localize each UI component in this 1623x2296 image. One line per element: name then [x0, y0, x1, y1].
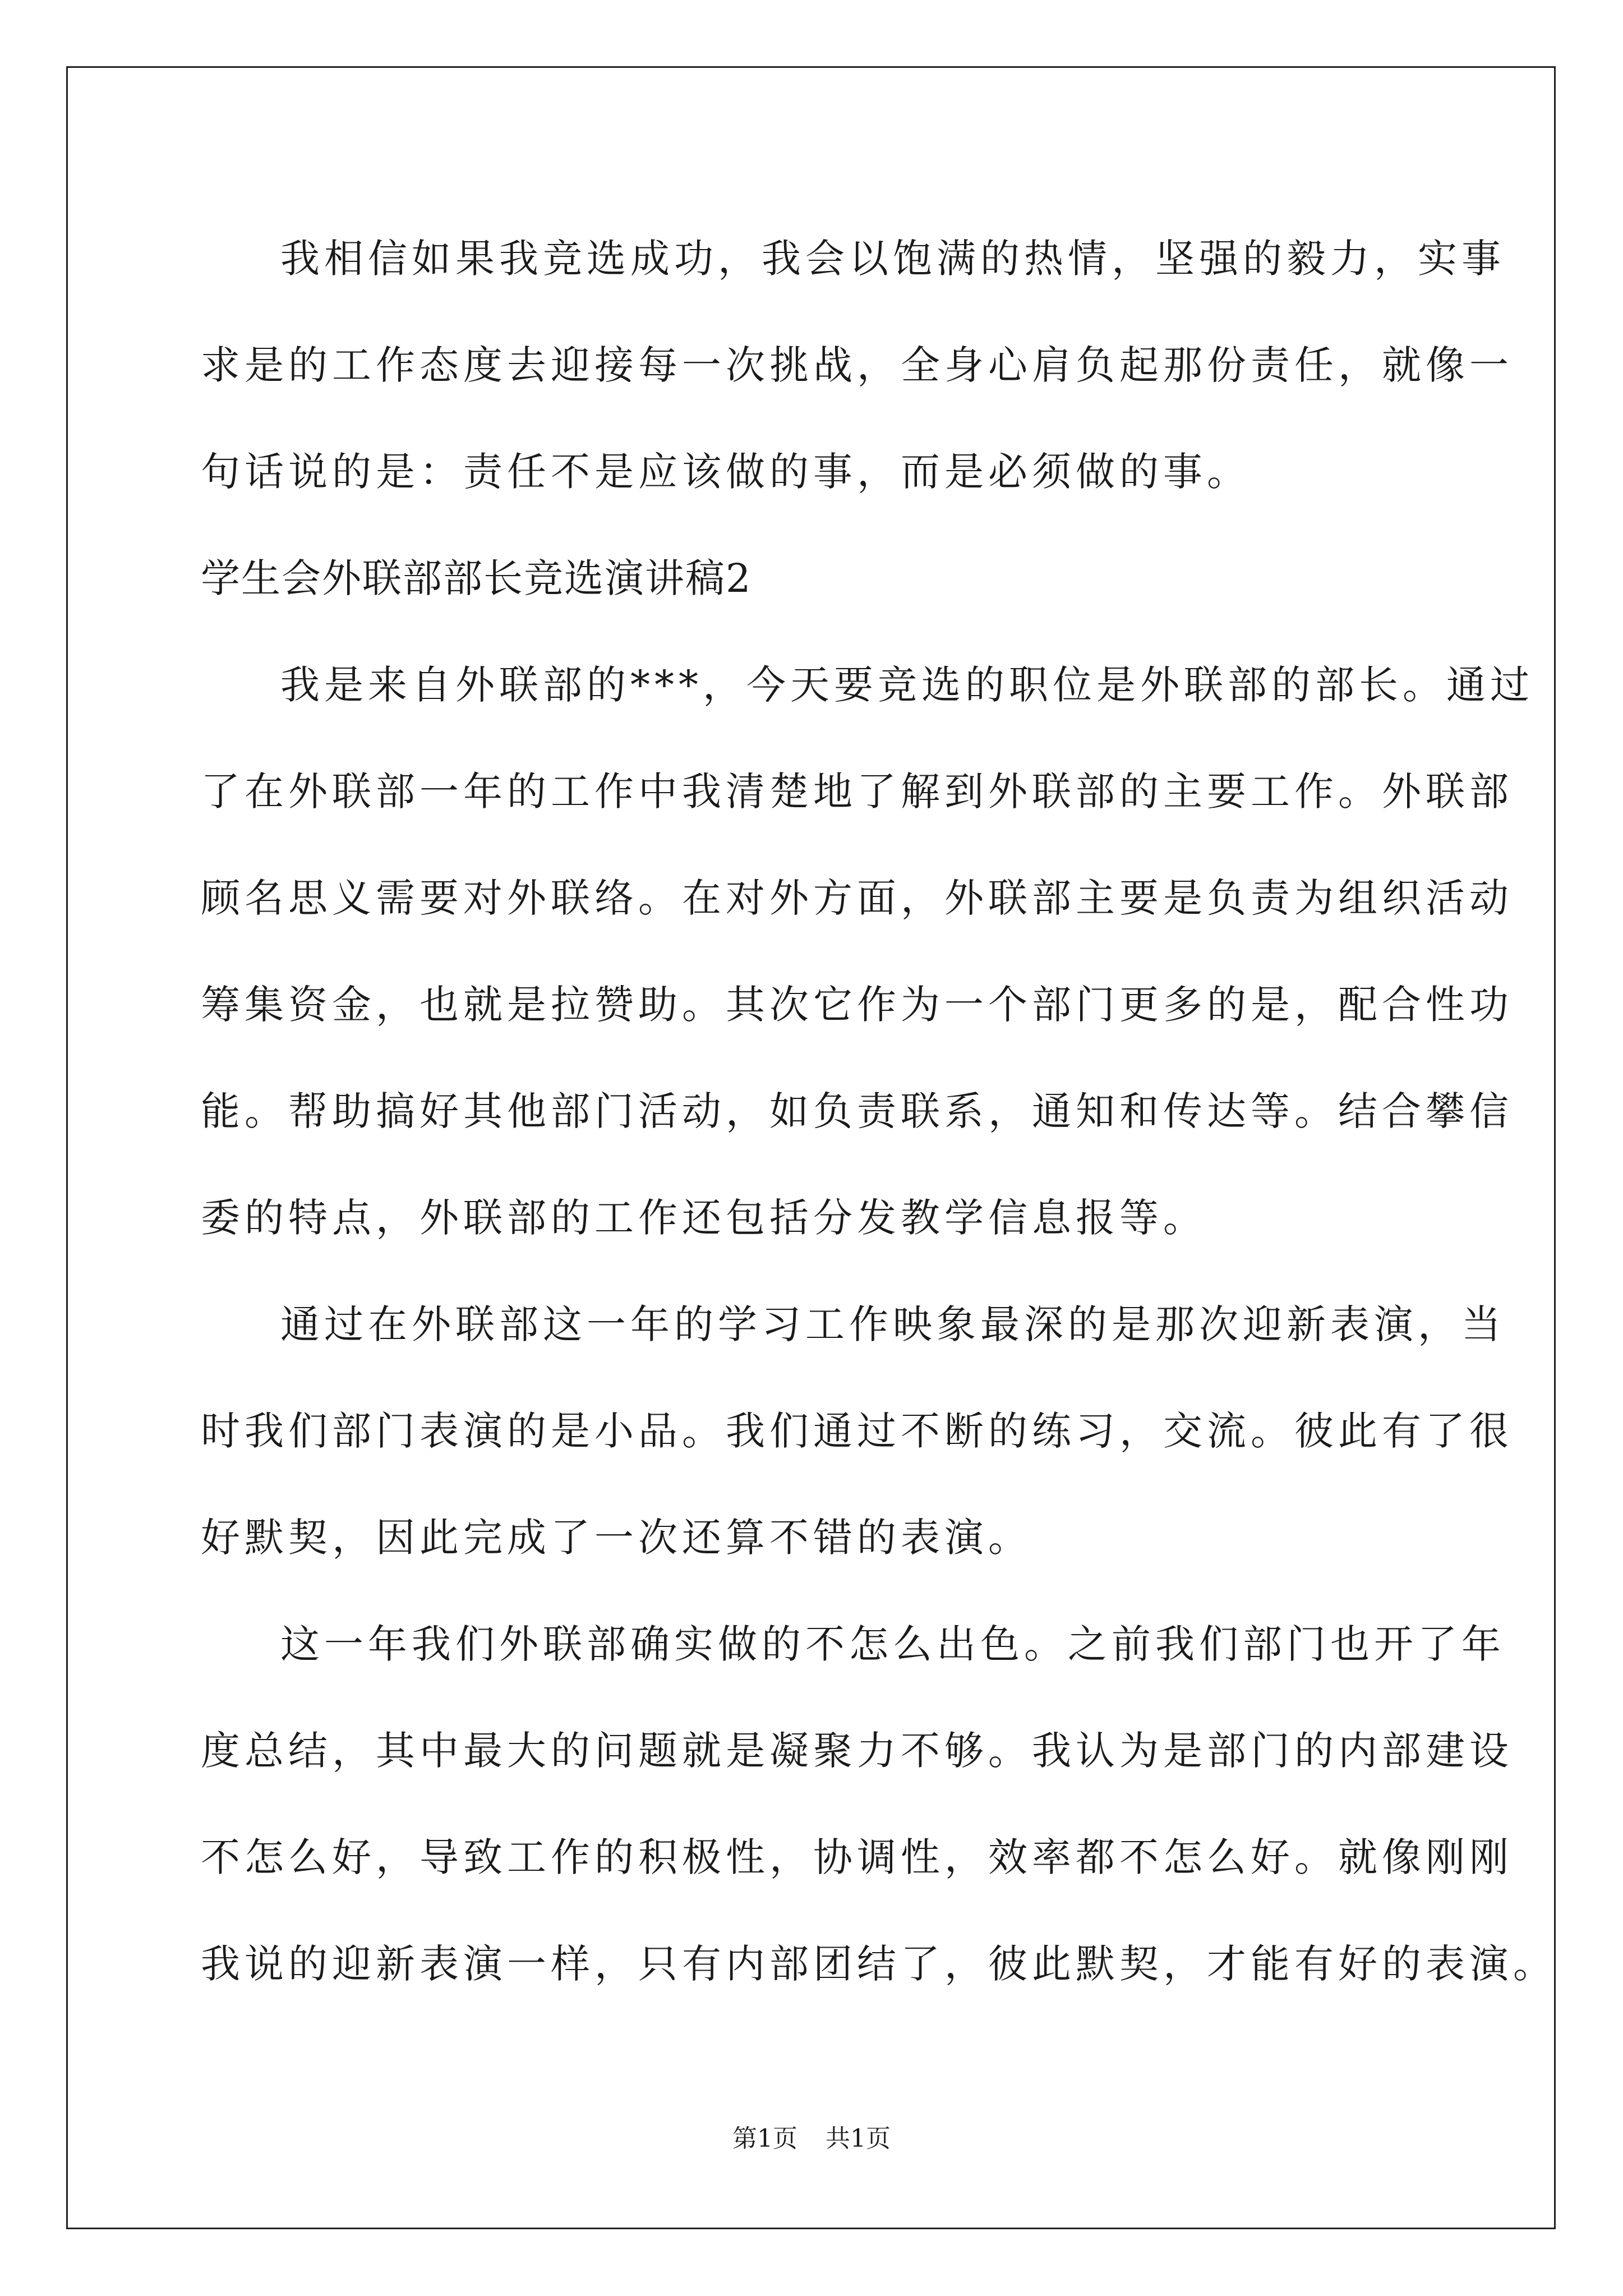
paragraph-line: 我相信如果我竞选成功，我会以饱满的热情，坚强的毅力，实事 [280, 236, 1505, 282]
paragraph-line: 了在外联部一年的工作中我清楚地了解到外联部的主要工作。外联部 [201, 769, 1513, 815]
paragraph-line: 能。帮助搞好其他部门活动，如负责联系，通知和传达等。结合攀信 [201, 1088, 1513, 1134]
page-number: 第1页 [732, 2124, 797, 2153]
paragraph-line: 筹集资金，也就是拉赞助。其次它作为一个部门更多的是，配合性功 [201, 982, 1513, 1028]
paragraph-line: 好默契，因此完成了一次还算不错的表演。 [201, 1515, 1032, 1561]
paragraph-line: 这一年我们外联部确实做的不怎么出色。之前我们部门也开了年 [280, 1621, 1505, 1667]
paragraph-line: 时我们部门表演的是小品。我们通过不断的练习，交流。彼此有了很 [201, 1408, 1513, 1454]
paragraph-line: 顾名思义需要对外联络。在对外方面，外联部主要是负责为组织活动 [201, 875, 1513, 921]
paragraph-line: 不怎么好，导致工作的积极性，协调性，效率都不怎么好。就像刚刚 [201, 1834, 1513, 1880]
paragraph-line: 句话说的是：责任不是应该做的事，而是必须做的事。 [201, 449, 1251, 495]
paragraph-line: 我是来自外联部的***，今天要竞选的职位是外联部的部长。通过 [280, 662, 1534, 708]
paragraph-line: 通过在外联部这一年的学习工作映象最深的是那次迎新表演，当 [280, 1301, 1505, 1347]
paragraph-line: 求是的工作态度去迎接每一次挑战，全身心肩负起那份责任，就像一 [201, 342, 1513, 388]
section-heading: 学生会外联部部长竞选演讲稿2 [201, 555, 752, 601]
document-body [201, 205, 1557, 2017]
paragraph-line: 我说的迎新表演一样，只有内部团结了，彼此默契，才能有好的表演。 [201, 1941, 1557, 1987]
paragraph-line: 度总结，其中最大的问题就是凝聚力不够。我认为是部门的内部建设 [201, 1728, 1513, 1774]
paragraph-line: 委的特点，外联部的工作还包括分发教学信息报等。 [201, 1195, 1207, 1241]
page-footer [0, 2118, 1623, 2154]
page-total: 共1页 [826, 2124, 891, 2153]
